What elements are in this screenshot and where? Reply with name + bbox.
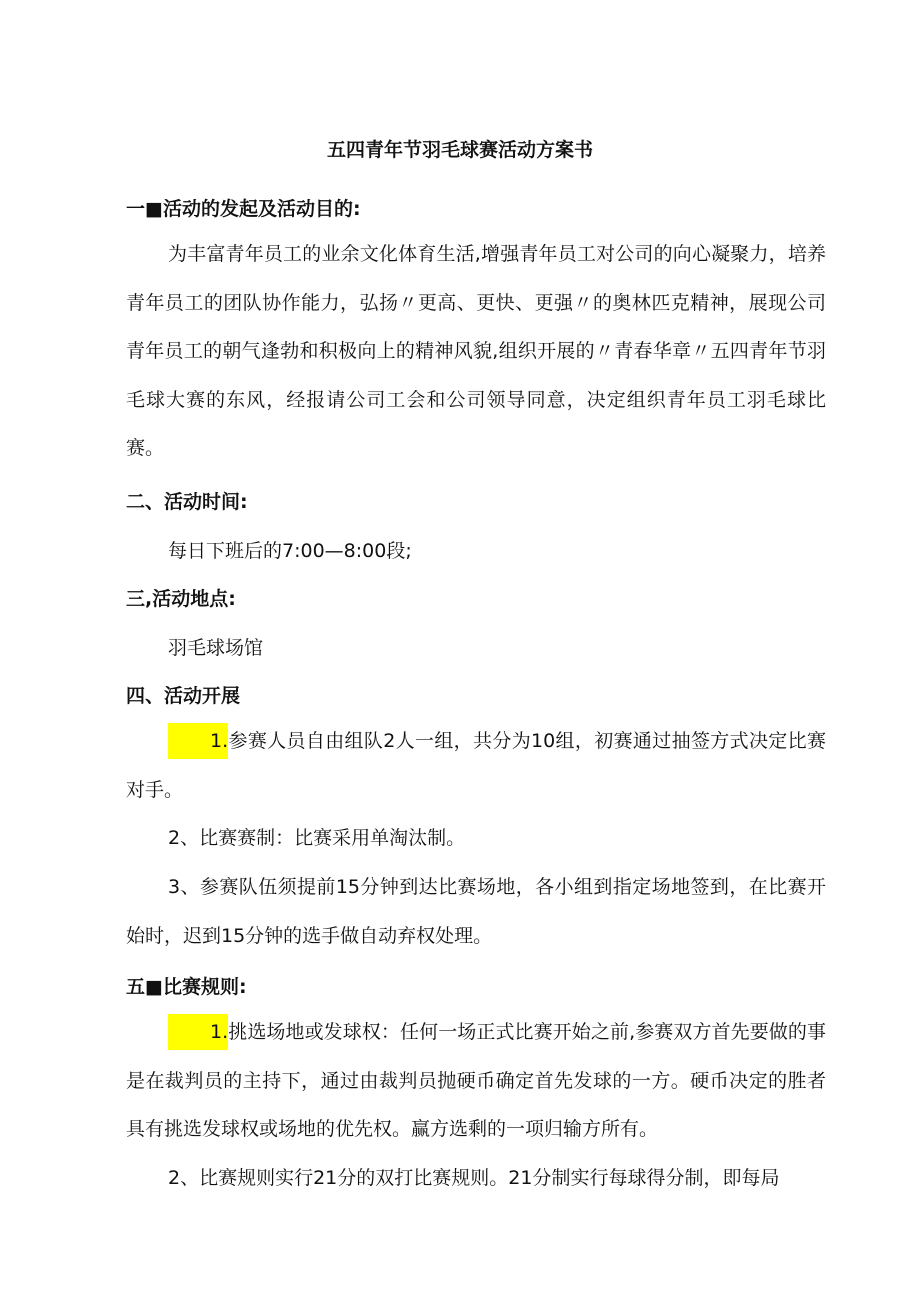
section-heading-activities: 四、活动开展 <box>126 685 241 707</box>
page-title: 五四青年节羽毛球赛活动方案书 <box>326 139 593 161</box>
highlight-marker: 1. <box>168 723 228 759</box>
list-item: 2、比赛赛制：比赛采用单淘汰制。 <box>168 827 466 849</box>
list-item <box>126 717 826 814</box>
section-heading-location: 三,活动地点: <box>126 588 236 610</box>
section-heading-rules: 五■比赛规则: <box>126 976 247 998</box>
highlight-marker: 1. <box>168 1014 228 1050</box>
list-item: 3、参赛队伍须提前15分钟到达比赛场地，各小组到指定场地签到，在比赛开始时，迟到15分钟的选手做自动弃权处理。 <box>126 876 826 947</box>
list-item: 2、比赛规则实行21分的双打比赛规则。21分制实行每球得分制，即每局 <box>168 1167 780 1189</box>
section-heading-purpose: 一■活动的发起及活动目的: <box>126 198 361 220</box>
section-heading-time: 二、活动时间: <box>126 491 248 513</box>
section-paragraph-purpose: 为丰富青年员工的业余文化体育生活,增强青年员工对公司的向心凝聚力，培养青年员工的团队协作能力，弘扬〃更高、更快、更强〃的奥林匹克精神，展现公司青年员工的朝气逢勃和积极向上的精神风貌,组织开展的〃青春华章〃五四青年节羽毛球大赛的东风，经报请公司工会和公司领导同意，决定组织青年员工羽毛球比赛。 <box>126 243 826 459</box>
section-paragraph-location: 羽毛球场馆 <box>168 637 264 659</box>
list-item-text: 参赛人员自由组队2人一组，共分为10组，初赛通过抽签方式决定比赛对手。 <box>126 730 826 801</box>
list-item <box>126 1008 826 1154</box>
list-item-text: 挑选场地或发球权：任何一场正式比赛开始之前,参赛双方首先要做的事是在裁判员的主持下，通过由裁判员抛硬币确定首先发球的一方。硬币决定的胜者具有挑选发球权或场地的优先权。赢方选剩的一项归输方所有。 <box>126 1021 826 1140</box>
section-paragraph-time: 每日下班后的7:00—8:00段; <box>168 540 412 562</box>
